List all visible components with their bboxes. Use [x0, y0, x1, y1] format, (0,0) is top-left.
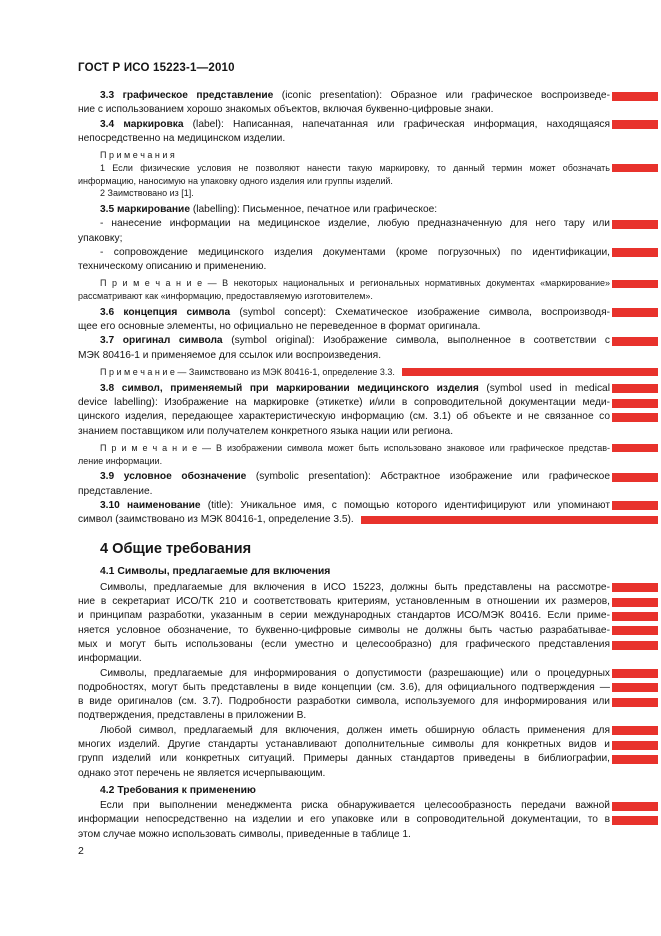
document-content: [78, 89, 610, 842]
text-run: 3.6: [100, 306, 115, 318]
text-line: [78, 499, 610, 513]
text-line: [78, 246, 610, 260]
text-run: концепция символа: [123, 306, 231, 318]
text-run: мых и могут быть использованы (если уместно и целесообразно) для графического представления: [78, 638, 610, 650]
text-line-content: [100, 800, 610, 811]
text-line: [78, 540, 610, 558]
text-run: (symbol original): Изображение символа, выполненное в соответствии с: [222, 335, 610, 347]
text-run: рассматривают как «информацию, предоставляемую изготовителем».: [78, 291, 373, 302]
text-line-content: [100, 278, 610, 288]
change-bar: [612, 248, 658, 257]
text-run: 3.5: [100, 203, 115, 215]
text-run: - нанесение информации на медицинское изделие, любую предназначенную для него тару или: [100, 218, 610, 230]
text-line-content: [100, 247, 610, 258]
text-line: [78, 813, 610, 827]
text-line: [78, 203, 610, 217]
text-line-content: [100, 188, 194, 198]
text-line-content: [78, 486, 152, 497]
text-line: [78, 334, 610, 348]
text-run: подтверждения, представлены в приложении В.: [78, 710, 307, 722]
text-run: ние с использованием хорошо знакомых объектов, включая буквенно-цифровые знаки.: [78, 104, 494, 116]
change-bar: [612, 337, 658, 346]
text-line: [78, 681, 610, 695]
text-line-content: [78, 397, 610, 408]
text-line-content: [78, 639, 610, 650]
text-line-content: [78, 710, 306, 721]
change-bar: [612, 308, 658, 317]
notes-3-4: [78, 149, 610, 200]
text-run: цинского изделия, передающее характеристическую информацию (см. 3.1) об объекте и не связанное со: [78, 411, 610, 423]
change-bar: [612, 612, 658, 621]
subsection-4-2-heading: [78, 784, 610, 798]
text-line: [78, 232, 610, 246]
text-run: в виде оригиналов (см. 3.7). Подробности разработки символа, используемого для информирования или: [78, 696, 610, 708]
text-line: [78, 565, 610, 579]
text-line-content: [100, 566, 330, 577]
text-run: информацию, наносимую на упаковку одного изделия или группы изделий.: [78, 175, 393, 186]
text-run: Символы, предлагаемые для включения в ИСО 15223, должны быть представлены на рассмотре-: [100, 581, 610, 593]
text-run: - сопровождение медицинского изделия документами (кроме погрузочных) по идентификации,: [100, 246, 610, 258]
text-run: ние в секретариат ИСО/ТК 210 и соответствовать критериям, установленным в отношении их размеров,: [78, 596, 610, 608]
text-run: 3.8: [100, 382, 115, 394]
text-run: этом случае можно использовать символы, приведенные в таблице 1.: [78, 828, 411, 840]
text-line: [78, 89, 610, 103]
text-run: 3.9: [100, 471, 115, 483]
change-bar: [612, 669, 658, 678]
para-4-1-3: [78, 724, 610, 781]
text-run: [114, 335, 123, 346]
text-run: П р и м е ч а н и е — Заимствовано из МЭК 80416-1, определение 3.3.: [100, 366, 395, 377]
text-line: [78, 277, 610, 290]
text-line-content: [78, 625, 610, 636]
text-line: [78, 724, 610, 738]
text-run: (title): Уникальное имя, с помощью которого идентифицируют или упоминают: [200, 499, 610, 511]
text-run: оригинал символа: [122, 335, 223, 347]
text-line-content: [78, 456, 162, 466]
text-line: [78, 118, 610, 132]
text-line: [78, 624, 610, 638]
text-run: наименование: [127, 499, 201, 511]
text-run: 3.3: [100, 90, 115, 101]
para-4-1-2: [78, 667, 610, 724]
note-3-7: [78, 366, 610, 379]
text-line: [78, 828, 610, 842]
text-line-content: [78, 133, 285, 144]
text-line: [78, 767, 610, 781]
text-line: [78, 320, 610, 334]
text-line: [78, 410, 610, 424]
text-line-content: [78, 261, 266, 272]
text-line-content: [100, 366, 395, 379]
change-bar: [612, 802, 658, 811]
text-run: Любой символ, предлагаемый для включения, должен иметь обширную область применения для: [100, 724, 610, 736]
change-bar: [612, 164, 658, 172]
text-run: техническому описанию и применению.: [78, 261, 267, 273]
text-run: маркирование: [117, 203, 190, 215]
text-run: символ (заимствовано из МЭК 80416-1, определение 3.5).: [78, 514, 354, 526]
change-bar: [612, 280, 658, 288]
text-run: [114, 383, 122, 394]
change-bar: [612, 92, 658, 101]
text-run: 3.4: [100, 118, 115, 130]
text-run: (iconic presentation): Образное или графическое воспроизведе-: [273, 90, 610, 101]
text-line: [78, 306, 610, 320]
text-run: Символы, предлагаемые для информирования о допустимости (разрешающие) или о процедурных: [100, 667, 610, 679]
text-run: (label): Написанная, напечатанная или графическая информация, находящаяся: [183, 118, 610, 130]
text-line-content: [78, 596, 610, 607]
text-line-content: [78, 768, 325, 779]
change-bar: [612, 384, 658, 393]
text-run: символ, применяемый при маркировании медицинского изделия: [121, 382, 479, 394]
text-run: и принципам разработки, указанным в серии международных стандартов ИСО/МЭК 80416. Если приме-: [78, 610, 610, 622]
text-line: [78, 595, 610, 609]
change-bar: [612, 444, 658, 452]
text-line-content: [100, 335, 610, 346]
clause-3-7: [78, 334, 610, 363]
change-bar: [612, 598, 658, 607]
text-run: [114, 471, 124, 482]
text-line: [78, 382, 610, 396]
text-line-content: [78, 696, 610, 707]
text-line: [78, 366, 610, 379]
text-run: device labelling): Изображение на маркировке (этикетке) и/или в сопроводительной документации меди-: [78, 396, 610, 408]
change-bar: [612, 120, 658, 129]
change-bar: [612, 399, 658, 408]
text-line-content: [100, 443, 610, 453]
text-run: 3.7: [100, 335, 115, 347]
text-line-content: [100, 204, 437, 215]
text-line-content: [100, 119, 610, 130]
text-line: [78, 799, 610, 813]
text-line: [78, 752, 610, 766]
change-bar: [612, 501, 658, 510]
text-line: [78, 217, 610, 231]
text-run: [114, 90, 122, 101]
text-line: [78, 425, 610, 439]
text-line: [78, 290, 610, 303]
text-run: (symbolic presentation): Абстрактное изображение или графическое: [246, 471, 610, 483]
text-run: [114, 119, 123, 130]
text-line-content: [78, 753, 610, 764]
text-line-content: [100, 383, 610, 394]
text-run: П р и м е ч а н и е — В изображении символа может быть использовано знаковое или графическое представ-: [100, 442, 610, 453]
text-line: [78, 652, 610, 666]
text-run: 1 Если физические условия не позволяют нанести такую маркировку, то данный термин может обозначать: [100, 162, 610, 173]
text-run: 3.10: [100, 499, 120, 511]
text-line-content: [100, 725, 610, 736]
text-run: многих изделий. Другие стандарты устанавливают дополнительные символы для конкретных видов и: [78, 738, 610, 750]
text-line-content: [78, 829, 411, 840]
text-run: ление информации.: [78, 455, 163, 466]
text-line-content: [78, 739, 610, 750]
clause-3-6: [78, 306, 610, 335]
text-line: [78, 149, 610, 162]
text-line-content: [78, 814, 610, 825]
change-bar: [612, 626, 658, 635]
text-run: няется условное обозначение, то буквенно-цифровые символы не должны быть частью разрабатывае-: [78, 624, 610, 636]
clause-3-4: [78, 118, 610, 147]
page-header: ГОСТ Р ИСО 15223-1—2010: [78, 62, 235, 74]
text-line-content: [78, 350, 381, 361]
text-line-content: [100, 668, 610, 679]
text-run: групп изделий или конкретных ситуаций. Примеры данных стандартов приведены в библиографии,: [78, 753, 610, 765]
text-run: П р и м е ч а н и е — В некоторых национальных и региональных нормативных документах «маркирование»: [100, 278, 610, 289]
text-line: [78, 485, 610, 499]
page-number: 2: [78, 845, 84, 857]
text-run: графическое представление: [122, 90, 274, 101]
text-line: [78, 667, 610, 681]
text-run: [120, 500, 127, 511]
section-4-heading: [78, 540, 610, 558]
note-3-5: [78, 277, 610, 302]
text-run: (labelling): Письменное, печатное или графическое:: [190, 203, 438, 215]
text-run: информации.: [78, 653, 142, 665]
text-line-content: [100, 471, 610, 482]
text-line: [78, 103, 610, 117]
clause-3-5: [78, 203, 610, 274]
text-line-content: [100, 500, 610, 511]
text-line-content: [100, 218, 610, 229]
change-bar: [612, 755, 658, 764]
change-bar: [612, 413, 658, 422]
text-run: 2 Заимствовано из [1].: [100, 188, 194, 199]
text-line: [78, 738, 610, 752]
text-line-content: [78, 610, 610, 621]
text-line-content: [78, 426, 453, 437]
text-run: упаковку;: [78, 232, 123, 244]
text-line: [78, 455, 610, 468]
text-line-content: [78, 104, 493, 115]
change-bar: [612, 683, 658, 692]
text-line: [78, 349, 610, 363]
text-line-content: [78, 411, 610, 422]
text-run: однако этот перечень не является исчерпывающим.: [78, 767, 326, 779]
text-line: [78, 513, 610, 527]
change-bar: [612, 816, 658, 825]
text-line-content: [78, 321, 480, 332]
text-run: условное обозначение: [123, 471, 247, 483]
text-run: [114, 307, 123, 318]
text-line-content: [78, 176, 393, 186]
text-run: МЭК 80416-1 и применяемое для ссылок или воспроизведения.: [78, 349, 382, 361]
text-run: представление.: [78, 485, 153, 497]
text-run: маркировка: [123, 118, 184, 130]
text-line: [78, 695, 610, 709]
text-run: непосредственно на медицинском изделии.: [78, 132, 286, 144]
text-line-content: [100, 785, 256, 796]
change-bar: [612, 698, 658, 707]
text-line: [78, 175, 610, 188]
text-line-content: [100, 163, 610, 173]
text-run: 4.1 Символы, предлагаемые для включения: [100, 566, 331, 578]
clause-3-3: [78, 89, 610, 118]
text-line: [78, 581, 610, 595]
text-line: [78, 470, 610, 484]
para-4-1-1: [78, 581, 610, 667]
change-bar: [612, 741, 658, 750]
text-line: [78, 260, 610, 274]
change-bar: [612, 220, 658, 229]
subsection-4-1-heading: [78, 565, 610, 579]
text-line-content: [100, 307, 610, 318]
clause-3-8: [78, 382, 610, 439]
text-line: [78, 187, 610, 200]
change-bar: [402, 368, 658, 376]
text-run: (symbol used in medical: [478, 382, 610, 394]
text-line-content: [78, 233, 122, 244]
text-line: [78, 709, 610, 723]
text-line: [78, 132, 610, 146]
text-line-content: [100, 90, 610, 101]
text-line: [78, 442, 610, 455]
text-run: (symbol concept): Схематическое изображение символа, воспроизводя-: [230, 306, 610, 318]
text-line: [78, 784, 610, 798]
text-line: [78, 162, 610, 175]
text-run: знанием поставщиком или получателем конкретного языка нации или региона.: [78, 425, 454, 437]
text-line-content: [100, 150, 175, 160]
text-line-content: [78, 291, 373, 301]
text-run: щее его основные элементы, но официально не переведенное в формат оригинала.: [78, 321, 481, 333]
change-bar: [612, 473, 658, 482]
text-run: 4.2 Требования к применению: [100, 784, 256, 796]
para-4-2-1: [78, 799, 610, 842]
clause-3-10: [78, 499, 610, 528]
text-line: [78, 396, 610, 410]
text-line: [78, 638, 610, 652]
text-line-content: [78, 513, 354, 527]
text-line-content: [100, 582, 610, 593]
text-run: информации непосредственно на изделии и его упаковке или в сопроводительной документации, то в: [78, 814, 610, 826]
text-run: Если при выполнении менеджмента риска обнаруживается целесообразность передачи важной: [100, 800, 610, 812]
change-bar: [612, 641, 658, 650]
text-run: подробностях, могут быть представлены в виде концепции (см. 3.6), для официального подтверждения —: [78, 681, 610, 693]
text-run: П р и м е ч а н и я: [100, 150, 175, 161]
note-3-8: [78, 442, 610, 467]
clause-3-9: [78, 470, 610, 499]
change-bar: [361, 516, 658, 524]
text-line-content: [100, 541, 251, 557]
text-line-content: [78, 653, 142, 664]
text-line: [78, 609, 610, 623]
text-run: 4 Общие требования: [100, 541, 252, 558]
text-line-content: [78, 682, 610, 693]
change-bar: [612, 726, 658, 735]
change-bar: [612, 583, 658, 592]
